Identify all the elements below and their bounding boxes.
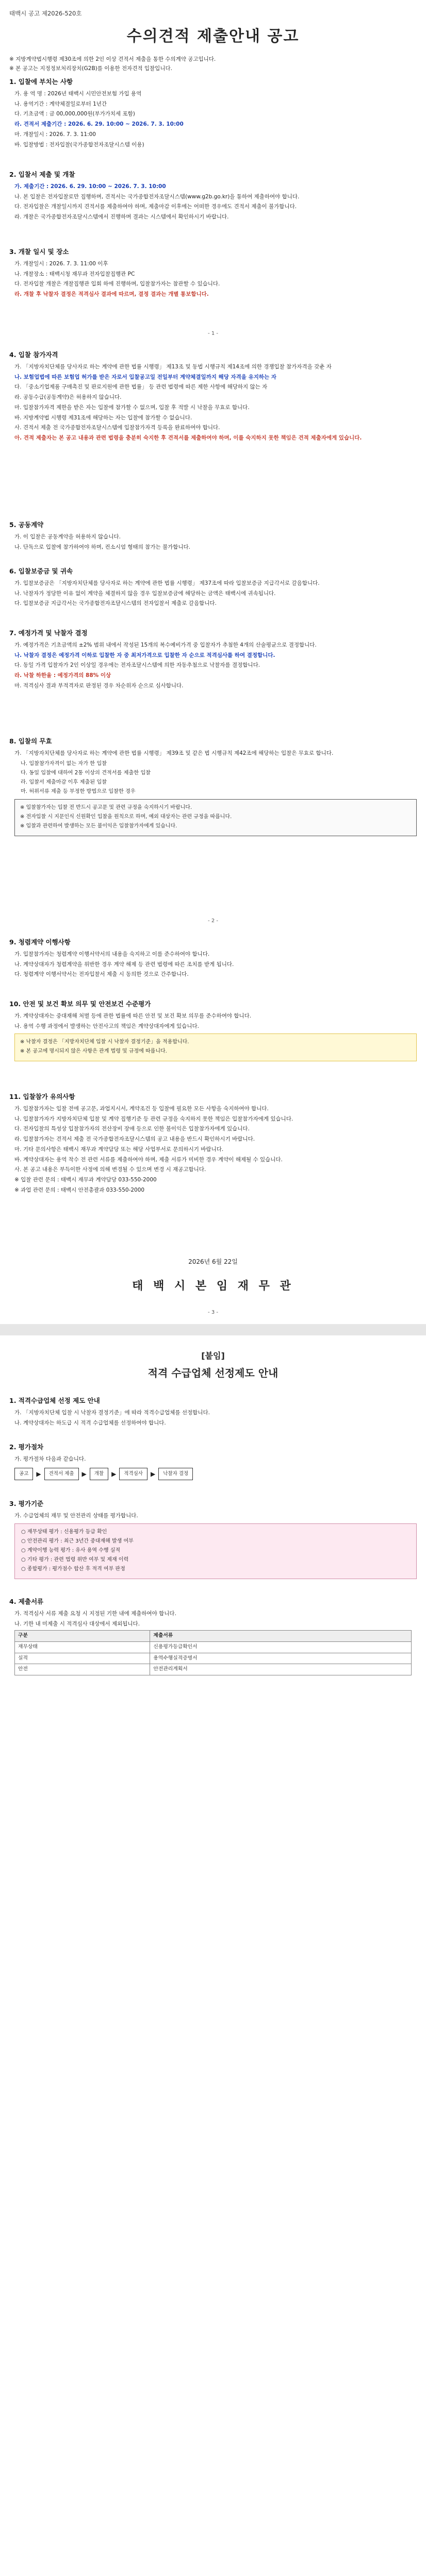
arrow-right-icon: ▶: [151, 1470, 156, 1478]
page-divider-mark: - 1 -: [208, 331, 218, 336]
criteria-line: ○ 재무상태 평가 : 신용평가 등급 확인: [21, 1529, 107, 1535]
flow-step: 공고: [14, 1468, 33, 1480]
section-line: 나. 용역 수행 과정에서 발생하는 안전사고의 책임은 계약상대자에게 있습니다.: [14, 1023, 199, 1029]
page-divider-mark: - 3 -: [208, 1310, 218, 1315]
section-line: 마. 기타 문의사항은 태백시 재무과 계약담당 또는 해당 사업부서로 문의하시기 바랍니다.: [14, 1146, 224, 1153]
arrow-right-icon: ▶: [81, 1470, 87, 1478]
section-heading: 9. 청렴계약 이행사항: [9, 938, 71, 946]
section-5: [9, 520, 417, 553]
document-table: [14, 1630, 412, 1675]
section-line: 다. 동일 가격 입찰자가 2인 이상일 경우에는 전자조달시스템에 의한 자동추첨으로 낙찰자를 결정합니다.: [14, 662, 260, 669]
section-line: 가. 이 입찰은 공동계약을 허용하지 않습니다.: [14, 533, 121, 540]
section-line: 가. 입찰참가자는 입찰 전에 공고문, 과업지시서, 계약조건 등 입찰에 필요한 모든 사항을 숙지하여야 합니다.: [14, 1105, 269, 1112]
section-line: 다. 동일 입찰에 대하여 2통 이상의 견적서를 제출한 입찰: [21, 770, 151, 776]
section-9: [9, 938, 417, 981]
section-line: 나. 개찰장소 : 태백시청 재무과 전자입찰집행관 PC: [14, 270, 135, 277]
section-line: 나. 계약상대자가 청렴계약을 위반한 경우 계약 해제 등 관련 법령에 따른 조치를 받게 됩니다.: [14, 961, 234, 968]
section-line: 라. 개찰은 국가종합전자조달시스템에서 진행하며 결과는 시스템에서 확인하시기 바랍니다.: [14, 214, 229, 220]
table-row: [15, 1631, 412, 1642]
notice-date: 2026년 6월 22일: [188, 1258, 238, 1265]
criteria-line: ○ 계약이행 능력 평가 : 유사 용역 수행 실적: [21, 1547, 121, 1553]
section-line: 라. 공동수급(공동계약)은 허용하지 않습니다.: [14, 394, 122, 400]
section-7: [9, 629, 417, 692]
table-cell: 신용평가등급확인서: [150, 1641, 412, 1653]
intro-notes: [9, 56, 417, 74]
section-line: 가. 용 역 명 : 2026년 태백시 시민안전보험 가입 용역: [14, 90, 142, 97]
notice-line: ※ 입찰참가자는 입찰 전 반드시 공고문 및 관련 규정을 숙지하시기 바랍니다.: [20, 804, 192, 810]
section-line: 가. 「지방자치단체를 당사자로 하는 계약에 관한 법률 시행령」 제39조 및 같은 법 시행규칙 제42조에 해당하는 입찰은 무효로 합니다.: [14, 750, 334, 756]
flow-step: 낙찰자 결정: [158, 1468, 193, 1480]
section-6: [9, 567, 417, 610]
notice-line: ※ 낙찰자 결정은 「지방자치단체 입찰 시 낙찰자 결정기준」을 적용합니다.: [20, 1039, 189, 1045]
section-heading: 10. 안전 및 보건 확보 의무 및 안전보건 수준평가: [9, 1000, 151, 1008]
section-1: [9, 77, 417, 151]
section-line: 다. 전자입찰 개찰은 개찰집행관 입회 하에 진행하며, 입찰참가자는 참관할 수 있습니다.: [14, 281, 220, 287]
section-line: 가. 수급업체의 재무 및 안전관리 상태를 평가합니다.: [14, 1512, 138, 1519]
section-heading: 1. 적격수급업체 선정 제도 안내: [9, 1397, 100, 1404]
signer: 태 백 시 본 임 재 무 관: [132, 1280, 294, 1293]
attachment-label: [붙임]: [201, 1351, 225, 1361]
section-heading: 3. 개찰 일시 및 장소: [9, 248, 69, 256]
section-3: [9, 247, 417, 301]
notice-box: [14, 799, 417, 836]
section-line: 나. 본 입찰은 전자입찰로만 집행하며, 견적서는 국가종합전자조달시스템(www.g2b.go.kr)을 통하여 제출하여야 합니다.: [14, 193, 300, 200]
section-line: 나. 계약상대자는 하도급 시 적격 수급업체를 선정하여야 합니다.: [14, 1419, 166, 1426]
table-cell: 용역수행실적증명서: [150, 1653, 412, 1664]
table-cell: 실적: [15, 1653, 150, 1664]
section-line: 라. 입찰서 제출마감 이후 제출된 입찰: [21, 779, 107, 786]
section-line: 마. 허위서류 제출 등 부정한 방법으로 입찰한 경우: [21, 789, 136, 795]
section-line: 가. 적격심사 서류 제출 요청 시 지정된 기한 내에 제출하여야 합니다.: [14, 1610, 176, 1617]
section-line: 가. 「지방자치단체 입찰 시 낙찰자 결정기준」에 따라 적격수급업체를 선정합니다.: [14, 1409, 210, 1416]
table-cell: 제출서류: [150, 1631, 412, 1642]
section-heading: 3. 평가기준: [9, 1500, 44, 1507]
section-line: 다. 입찰보증금 지급각서는 국가종합전자조달시스템의 전자입찰서 제출로 갈음합니다.: [14, 600, 217, 607]
page-divider-mark: - 2 -: [208, 918, 218, 924]
page-title: 수의견적 제출안내 공고: [126, 27, 300, 45]
section-line: 나. 기한 내 미제출 시 적격심사 대상에서 제외됩니다.: [14, 1620, 140, 1627]
section-heading: 7. 예정가격 및 낙찰자 결정: [9, 629, 88, 637]
section-10: [9, 999, 417, 1064]
flow-step: 적격심사: [119, 1468, 148, 1480]
section-line: 다. 전자입찰은 개찰일시까지 견적서를 제출하여야 하며, 제출마감 이후에는 어떠한 경우에도 견적서 제출이 불가합니다.: [14, 204, 297, 210]
table-cell: 구분: [15, 1631, 150, 1642]
intro-note: ※ 지방계약법시행령 제30조에 의한 2인 이상 견적서 제출을 통한 수의계약 공고입니다.: [9, 56, 216, 62]
section-line: 다. 청렴계약 이행서약서는 전자입찰서 제출 시 동의한 것으로 간주합니다.: [14, 971, 189, 978]
table-row: [15, 1641, 412, 1653]
section-heading: 11. 입찰참가 유의사항: [9, 1093, 75, 1100]
section-heading: 2. 입찰서 제출 및 개찰: [9, 171, 75, 178]
section-line: 아. 견적 제출자는 본 공고 내용과 관련 법령을 충분히 숙지한 후 견적서를 제출하여야 하며, 이를 숙지하지 못한 책임은 견적 제출자에게 있습니다.: [14, 435, 362, 441]
section-line: 가. 「지방자치단체를 당사자로 하는 계약에 관한 법률 시행령」 제13조 및 동법 시행규칙 제14조에 의한 경쟁입찰 참가자격을 갖춘 자: [14, 363, 332, 370]
notice-number: 태백시 공고 제2026-520호: [9, 10, 82, 17]
section-line: 라. 낙찰 하한율 : 예정가격의 88% 이상: [14, 672, 111, 679]
section-line: 바. 입찰방법 : 전자입찰(국가종합전자조달시스템 이용): [14, 141, 144, 148]
section-heading: 4. 제출서류: [9, 1598, 44, 1605]
section-line: 나. 낙찰자 결정은 예정가격 이하로 입찰한 자 중 최저가격으로 입찰한 자 순으로 적격심사를 하여 결정합니다.: [14, 652, 275, 658]
intro-note: ※ 본 공고는 지정정보처리장치(G2B)를 이용한 전자견적 입찰입니다.: [9, 65, 172, 72]
notice-line: ※ 전자입찰 시 지문인식 신원확인 입찰을 원칙으로 하며, 예외 대상자는 관련 규정을 따릅니다.: [20, 814, 232, 820]
section-line: 나. 단독으로 입찰에 참가하여야 하며, 컨소시엄 형태의 참가는 불가합니다.: [14, 544, 191, 550]
attachment-title: 적격 수급업체 선정제도 안내: [148, 1367, 278, 1379]
section-line: 다. 전자입찰의 특성상 입찰참가자의 전산장비 장애 등으로 인한 불이익은 입찰참가자에게 있습니다.: [14, 1126, 250, 1132]
section-line: 사. 견적서 제출 전 국가종합전자조달시스템에 입찰참가자격 등록을 완료하여야 합니다.: [14, 425, 220, 431]
contact-line: ※ 과업 관련 문의 : 태백시 안전총괄과 033-550-2000: [14, 1187, 145, 1193]
arrow-right-icon: ▶: [111, 1470, 117, 1478]
table-cell: 안전관리계획서: [150, 1664, 412, 1675]
arrow-right-icon: ▶: [36, 1470, 41, 1478]
section-4: [9, 350, 417, 445]
section-line: 나. 낙찰자가 정당한 이유 없이 계약을 체결하지 않을 경우 입찰보증금에 해당하는 금액은 태백시에 귀속됩니다.: [14, 590, 276, 597]
section-line: 나. 입찰참가자격이 없는 자가 한 입찰: [21, 760, 107, 767]
section-line: 마. 입찰참가자격 제한을 받은 자는 입찰에 참가할 수 없으며, 입찰 후 적발 시 낙찰을 무효로 합니다.: [14, 404, 250, 411]
attachment-section-2: [9, 1443, 417, 1484]
section-line: 가. 입찰참가자는 청렴계약 이행서약서의 내용을 숙지하고 이를 준수하여야 합니다.: [14, 951, 210, 957]
flow-step: 개찰: [90, 1468, 108, 1480]
table-cell: 안전: [15, 1664, 150, 1675]
section-heading: 5. 공동계약: [9, 521, 44, 529]
notice-line: ※ 입찰과 관련하여 발생하는 모든 불이익은 입찰참가자에게 있습니다.: [20, 823, 177, 829]
notice-line: ※ 본 공고에 명시되지 않은 사항은 관계 법령 및 규정에 따릅니다.: [20, 1048, 167, 1055]
section-heading: 2. 평가절차: [9, 1443, 44, 1451]
section-heading: 1. 입찰에 부치는 사항: [9, 78, 73, 86]
notice-box: [14, 1033, 417, 1061]
section-heading: 8. 입찰의 무효: [9, 737, 52, 745]
section-line: 다. 「중소기업제품 구매촉진 및 판로지원에 관한 법률」 등 관련 법령에 따른 제한 사항에 해당하지 않는 자: [14, 384, 268, 391]
section-line: 마. 개찰일시 : 2026. 7. 3. 11:00: [14, 131, 96, 138]
attachment-section-3: [9, 1499, 417, 1582]
table-row: [15, 1664, 412, 1675]
criteria-line: ○ 안전관리 평가 : 최근 3년간 중대재해 발생 여부: [21, 1538, 134, 1544]
criteria-line: ○ 종합평가 : 평가점수 합산 후 적격 여부 판정: [21, 1566, 125, 1572]
section-line: 나. 보험업법에 따른 보험업 허가를 받은 자로서 입찰공고일 전일부터 계약체결일까지 해당 자격을 유지하는 자: [14, 374, 276, 380]
criteria-line: ○ 기타 평가 : 관련 법령 위반 여부 및 제재 이력: [21, 1556, 129, 1563]
section-line: 바. 계약상대자는 용역 착수 전 관련 서류를 제출하여야 하며, 제출 서류가 미비한 경우 계약이 해제될 수 있습니다.: [14, 1156, 283, 1163]
section-line: 가. 제출기간 : 2026. 6. 29. 10:00 ~ 2026. 7. 3. 10:00: [14, 183, 166, 190]
section-line: 라. 입찰참가자는 견적서 제출 전 국가종합전자조달시스템의 공고 내용을 반드시 확인하시기 바랍니다.: [14, 1136, 255, 1142]
section-heading: 4. 입찰 참가자격: [9, 351, 58, 359]
page-separator: [0, 1324, 426, 1335]
section-8: [9, 737, 417, 839]
section-line: 바. 지방계약법 시행령 제31조에 해당하는 자는 입찰에 참가할 수 없습니다.: [14, 414, 192, 421]
section-line: 마. 적격심사 결과 부적격자로 판정된 경우 차순위자 순으로 심사합니다.: [14, 682, 184, 689]
table-row: [15, 1653, 412, 1664]
document-header: [0, 25, 426, 48]
attachment-section-4: [9, 1597, 417, 1677]
section-line: 가. 개찰일시 : 2026. 7. 3. 11:00 이후: [14, 260, 108, 267]
section-2: [9, 170, 417, 224]
section-line: 라. 견적서 제출기간 : 2026. 6. 29. 10:00 ~ 2026. 7. 3. 10:00: [14, 121, 184, 127]
section-line: 다. 기초금액 : 금 00,000,000원(부가가치세 포함): [14, 111, 135, 117]
section-line: 가. 예정가격은 기초금액의 ±2% 범위 내에서 작성된 15개의 복수예비가격 중 입찰자가 추첨한 4개의 산술평균으로 결정합니다.: [14, 641, 317, 648]
section-line: 가. 계약상대자는 중대재해 처벌 등에 관한 법률에 따른 안전 및 보건 확보 의무를 준수하여야 합니다.: [14, 1012, 252, 1019]
section-line: 나. 용역기간 : 계약체결일로부터 1년간: [14, 100, 107, 107]
section-line: 라. 개찰 후 낙찰자 결정은 적격심사 결과에 따르며, 결정 결과는 개별 통보합니다.: [14, 291, 209, 297]
table-cell: 재무상태: [15, 1641, 150, 1653]
criteria-box: [14, 1523, 417, 1579]
process-flow: [14, 1468, 417, 1480]
attachment-section-1: [9, 1396, 417, 1429]
contact-line: ※ 입찰 관련 문의 : 태백시 재무과 계약담당 033-550-2000: [14, 1177, 157, 1183]
section-11: [9, 1092, 417, 1197]
section-line: 나. 입찰참가자가 지방자치단체 입찰 및 계약 집행기준 등 관련 규정을 숙지하지 못한 책임은 입찰참가자에게 있습니다.: [14, 1115, 293, 1122]
flow-step: 견적서 제출: [44, 1468, 79, 1480]
section-heading: 6. 입찰보증금 및 귀속: [9, 567, 73, 575]
section-line: 사. 본 공고 내용은 부득이한 사정에 의해 변경될 수 있으며 변경 시 재공고합니다.: [14, 1166, 206, 1173]
section-line: 가. 평가절차 다음과 같습니다.: [14, 1455, 86, 1462]
section-line: 가. 입찰보증금은 「지방자치단체를 당사자로 하는 계약에 관한 법률 시행령」 제37조에 따라 입찰보증금 지급각서로 갈음합니다.: [14, 580, 320, 586]
